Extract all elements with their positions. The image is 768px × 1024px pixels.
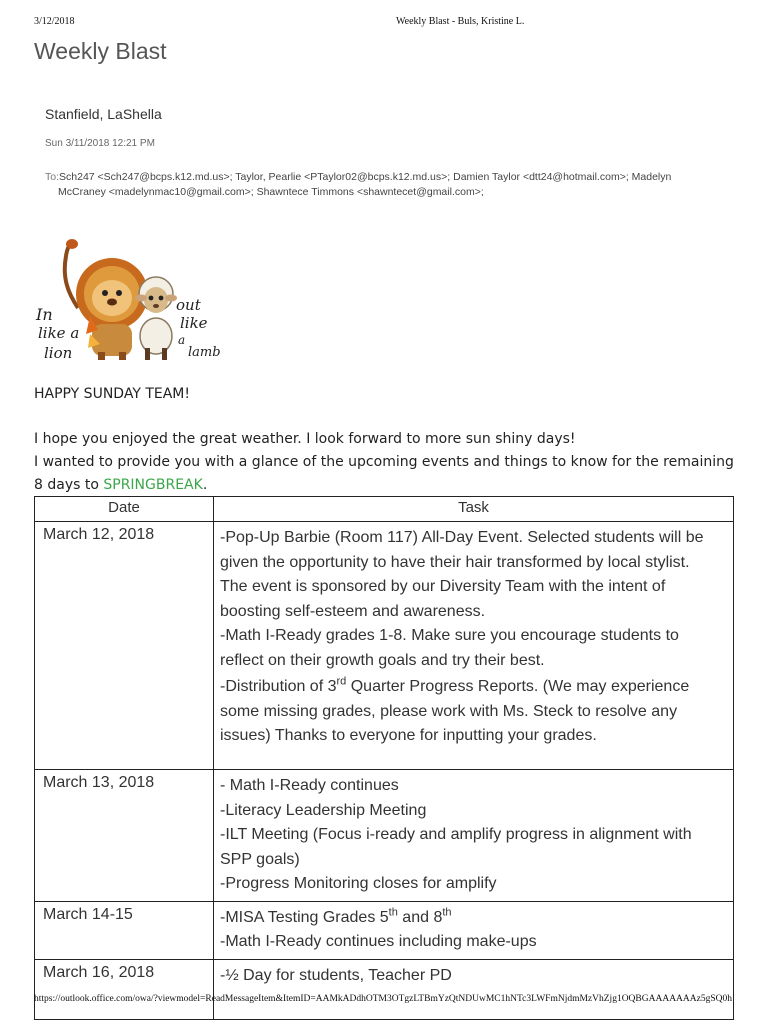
row-date: March 13, 2018 (35, 770, 214, 902)
misa-sup-1: th (388, 906, 398, 919)
task-dist-suffix: Quarter Progress Reports. (We may experience (346, 678, 690, 695)
clipart-left-word-2: like a (38, 324, 80, 342)
task-line: reflect on their growth goals and try their best. (220, 651, 545, 669)
task-line: The event is sponsored by our Diversity Team with the intent of (220, 578, 666, 595)
clipart-right-word-3: a (178, 333, 186, 347)
row-date: March 14-15 (35, 901, 214, 959)
recipients (45, 170, 735, 200)
clipart-right-word-4: lamb (188, 345, 221, 360)
print-date: 3/12/2018 (34, 16, 75, 27)
clipart-right-word-1: out (176, 296, 201, 314)
intro-line-3 (34, 477, 207, 493)
task-line: given the opportunity to have their hair transformed by local stylist. (220, 553, 690, 571)
task-line: -Pop-Up Barbie (Room 117) All-Day Event. Selected students will be (220, 529, 704, 546)
task-line: -Literacy Leadership Meeting (220, 801, 427, 819)
table-row (35, 959, 734, 1019)
sent-timestamp: Sun 3/11/2018 12:21 PM (45, 138, 155, 149)
recipients-line-1[interactable]: Sch247 <Sch247@bcps.k12.md.us>; Taylor, Pearlie <PTaylor02@bcps.k12.md.us>; Damien Taylor <dtt24@hotmail.com>; Madelyn (59, 171, 672, 183)
header-date: Date (35, 497, 214, 522)
row-date: March 16, 2018 (35, 959, 214, 1019)
footer-url[interactable]: https://outlook.office.com/owa/?viewmodel=ReadMessageItem&ItemID=AAMkADdhOTM3OTgzLTBmYzQtNDUwMC1hNTc3LWFmNjdmMzVhZjg1OQBGAAAAAAAz5gSQ0h (34, 994, 733, 1004)
intro-line-3-prefix: 8 days to (34, 477, 104, 493)
page-title: Weekly Blast (34, 38, 167, 64)
header-task: Task (214, 497, 734, 522)
row-task (214, 901, 734, 959)
task-line: - Math I-Ready continues (220, 777, 399, 794)
events-table (34, 496, 734, 1020)
row-date: March 12, 2018 (35, 522, 214, 770)
task-line: -ILT Meeting (Focus i-ready and amplify progress in alignment with (220, 826, 692, 843)
row-task (214, 522, 734, 770)
to-label: To: (45, 171, 60, 183)
task-line: -½ Day for students, Teacher PD (220, 966, 452, 984)
task-line: boosting self-esteem and awareness. (220, 602, 486, 620)
task-line-misa (220, 906, 727, 931)
misa-mid: and 8 (397, 908, 443, 926)
recipients-line-2[interactable]: McCraney <madelynmac10@gmail.com>; Shawntece Timmons <shawntecet@gmail.com>; (58, 186, 484, 198)
greeting: HAPPY SUNDAY TEAM! (34, 386, 190, 402)
row-task (214, 770, 734, 902)
intro-line-3-suffix: . (202, 477, 208, 493)
task-line: -Progress Monitoring closes for amplify (220, 875, 497, 892)
table-header-row (35, 497, 734, 522)
springbreak-text: SPRINGBREAK (103, 477, 203, 493)
task-line-distribution (220, 675, 727, 700)
task-line: -Math I-Ready continues including make-ups (220, 933, 537, 950)
task-dist-prefix: -Distribution of 3 (220, 678, 337, 695)
lion-lamb-clipart (34, 238, 221, 364)
task-line: some missing grades, please work with Ms. Steck to resolve any (220, 702, 678, 720)
print-header (34, 16, 768, 30)
task-line: issues) Thanks to everyone for inputting your grades. (220, 727, 597, 744)
clipart-left-word-1: In (36, 305, 53, 324)
table-row (35, 901, 734, 959)
intro-line-2: I wanted to provide you with a glance of the upcoming events and things to know for the remaining (34, 454, 734, 470)
misa-prefix: -MISA Testing Grades 5 (220, 908, 389, 926)
clipart-left-word-3: lion (44, 344, 73, 362)
misa-sup-2: th (442, 906, 452, 919)
table-row (35, 522, 734, 770)
intro-line-1: I hope you enjoyed the great weather. I look forward to more sun shiny days! (34, 431, 576, 447)
clipart-right-word-2: like (180, 314, 208, 332)
task-line: SPP goals) (220, 850, 300, 868)
table-row (35, 770, 734, 902)
sender-name[interactable]: Stanfield, LaShella (45, 106, 162, 122)
task-dist-sup: rd (336, 675, 347, 688)
row-task (214, 959, 734, 1019)
print-title: Weekly Blast - Buls, Kristine L. (396, 16, 525, 27)
task-line: -Math I-Ready grades 1-8. Make sure you encourage students to (220, 627, 679, 644)
